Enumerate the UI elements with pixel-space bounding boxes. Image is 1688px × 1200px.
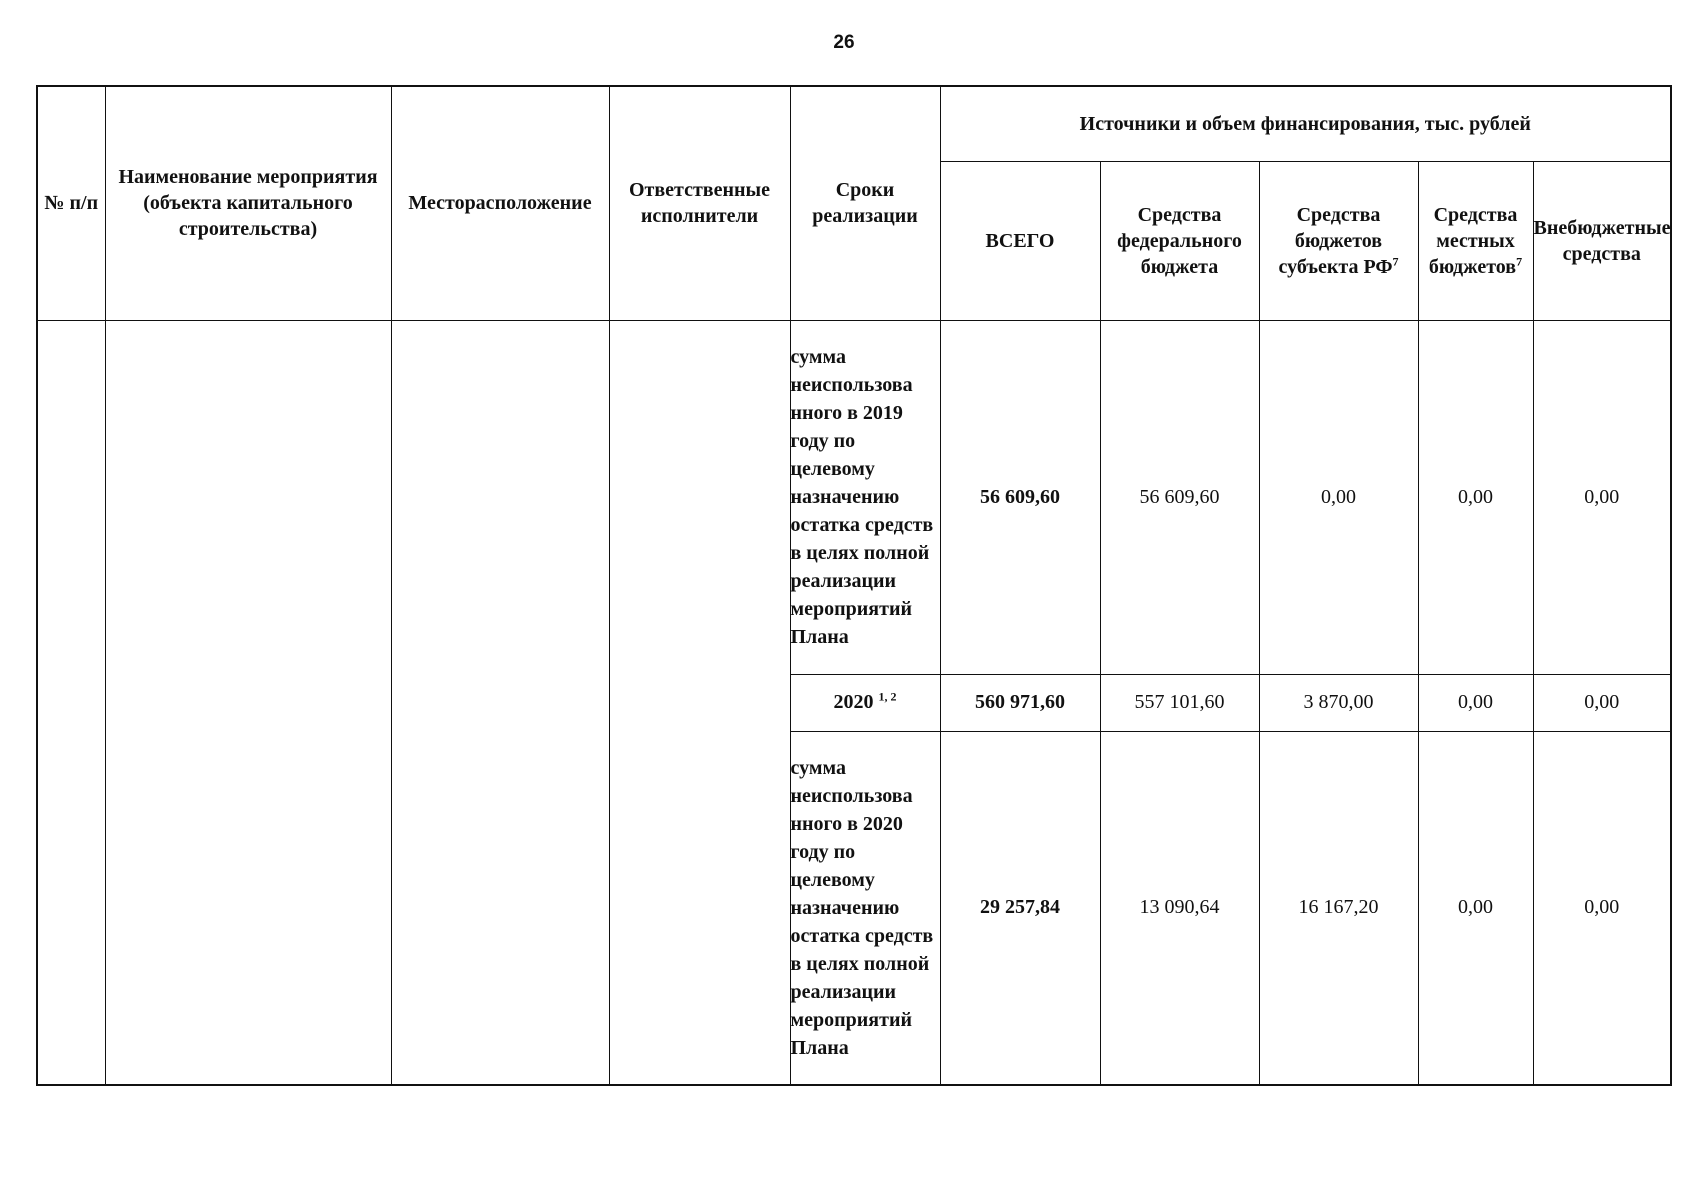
header-total: ВСЕГО [940,161,1100,320]
cell-extra: 0,00 [1533,674,1671,731]
header-federal: Средства федерального бюджета [1100,161,1259,320]
table-row [37,320,1671,674]
cell-total: 29 257,84 [940,731,1100,1085]
cell-local: 0,00 [1418,674,1533,731]
cell-period [790,674,940,731]
cell-federal: 13 090,64 [1100,731,1259,1085]
cell-responsible-empty [609,320,790,1085]
cell-total: 56 609,60 [940,320,1100,674]
header-local [1418,161,1533,320]
header-terms: Сроки реализации [790,86,940,320]
cell-no-empty [37,320,105,1085]
header-funding-group: Источники и объем финансирования, тыс. рублей [940,86,1671,161]
cell-regional: 0,00 [1259,320,1418,674]
header-local-note: 7 [1516,253,1523,268]
cell-name-empty [105,320,391,1085]
cell-local: 0,00 [1418,731,1533,1085]
header-regional [1259,161,1418,320]
cell-total: 560 971,60 [940,674,1100,731]
cell-regional: 3 870,00 [1259,674,1418,731]
header-regional-note: 7 [1392,253,1399,268]
header-name: Наименование мероприятия (объекта капитального строительства) [105,86,391,320]
cell-location-empty [391,320,609,1085]
cell-extra: 0,00 [1533,320,1671,674]
header-row-1 [37,86,1671,161]
header-responsible: Ответственные исполнители [609,86,790,320]
header-extra: Внебюджетные средства [1533,161,1671,320]
header-no: № п/п [37,86,105,320]
cell-period: сумма неиспользова нного в 2020 году по целевому назначению остатка средств в целях полной реализации мероприятий Плана [790,731,940,1085]
cell-regional: 16 167,20 [1259,731,1418,1085]
header-local-label: Средства местных бюджетов [1428,203,1518,278]
cell-federal: 56 609,60 [1100,320,1259,674]
cell-period: сумма неиспользова нного в 2019 году по целевому назначению остатка средств в целях полной реализации мероприятий Плана [790,320,940,674]
cell-extra: 0,00 [1533,731,1671,1085]
cell-local: 0,00 [1418,320,1533,674]
cell-federal: 557 101,60 [1100,674,1259,731]
header-location: Месторасположение [391,86,609,320]
cell-period-note: 1, 2 [878,689,897,704]
cell-period-year: 2020 [833,691,874,713]
page-number: 26 [833,32,855,53]
funding-table [36,85,1672,1086]
header-regional-label: Средства бюджетов субъекта РФ [1278,203,1393,278]
